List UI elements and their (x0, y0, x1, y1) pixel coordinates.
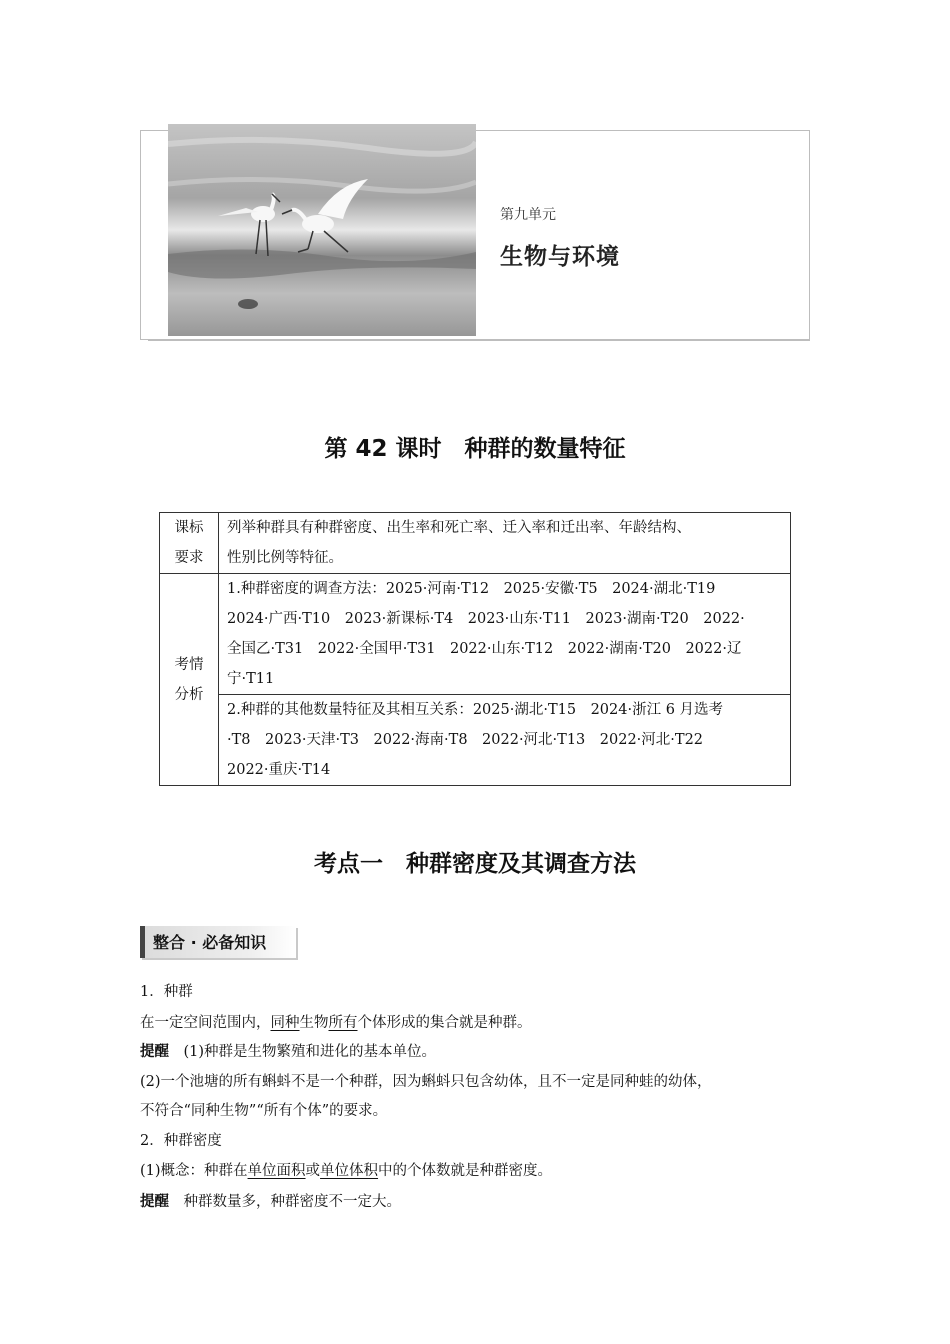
reminder-1-cont: (2)一个池塘的所有蝌蚪不是一个种群，因为蝌蚪只包含幼体，且不一定是同种蛙的幼体， (140, 1074, 712, 1090)
heading-population: 1．种群 (140, 984, 193, 1000)
reminder-1-cont-2: 不符合“同种生物”“所有个体”的要求。 (140, 1103, 388, 1119)
egrets-photo (168, 124, 476, 336)
analysis-cell-1: 1.种群密度的调查方法：2025·河南·T12 2025·安徽·T5 2024·湖北·T19 2024·广西·T10 2023·新课标·T4 2023·山东·T11 2023·湖南·T20 2022· 全国乙·T31 2022·全国甲·T31 2022·山东·T12 2022·湖南·T20 2022·辽 宁·T11 (219, 574, 791, 695)
definition-population: 在一定空间范围内，同种生物所有个体形成的集合就是种群。 (140, 1015, 532, 1031)
reminder-label: 提醒 (140, 1044, 169, 1060)
table-row (160, 513, 791, 574)
standards-cell: 列举种群具有种群密度、出生率和死亡率、迁入率和迁出率、年龄结构、 性别比例等特征。 (219, 513, 791, 574)
unit-label: 第九单元 (500, 207, 556, 223)
row-header-analysis: 考情 分析 (160, 574, 219, 786)
requirements-table (159, 512, 791, 786)
table-row (160, 574, 791, 695)
row-header-standards: 课标 要求 (160, 513, 219, 574)
reminder-2: 提醒 种群数量多，种群密度不一定大。 (140, 1194, 401, 1210)
reminder-1: 提醒 (1)种群是生物繁殖和进化的基本单位。 (140, 1044, 437, 1060)
section-tag (140, 926, 296, 958)
unit-title: 生物与环境 (500, 244, 620, 270)
lesson-title: 第 42 课时 种群的数量特征 (324, 436, 626, 462)
reminder-label: 提醒 (140, 1194, 169, 1210)
section-title: 考点一 种群密度及其调查方法 (314, 851, 636, 877)
analysis-cell-2: 2.种群的其他数量特征及其相互关系：2025·湖北·T15 2024·浙江 6 月选考 ·T8 2023·天津·T3 2022·海南·T8 2022·河北·T13 2022·河北·T22 2022·重庆·T14 (219, 695, 791, 786)
definition-density: (1)概念：种群在单位面积或单位体积中的个体数就是种群密度。 (140, 1163, 553, 1179)
heading-density: 2．种群密度 (140, 1133, 222, 1149)
section-tag-label: 整合 · 必备知识 (153, 933, 267, 952)
table-row (160, 695, 791, 786)
